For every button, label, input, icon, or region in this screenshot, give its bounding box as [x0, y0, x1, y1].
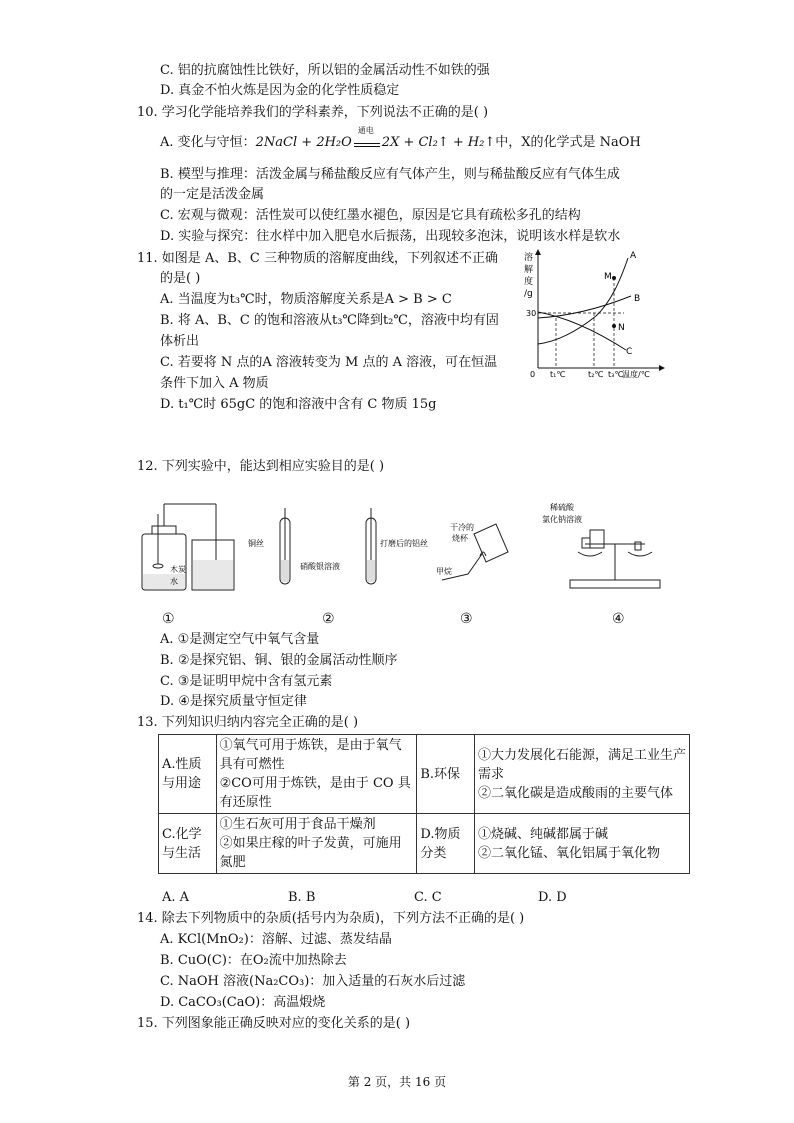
q14-option-a: A. KCl(MnO₂)：溶解、过滤、蒸发结晶 [160, 932, 392, 947]
table-cell-d-item-2: ②二氧化锰、氧化铝属于氧化物 [477, 845, 660, 861]
y-axis-label-1: 溶 [524, 253, 534, 263]
point-n [612, 324, 616, 328]
q10-equation-condition [352, 126, 382, 152]
table-cell-b-item-2: ②二氧化碳是造成酸雨的主要气体 [477, 785, 673, 801]
q10-equation-left: 2NaCl + 2H₂O [255, 135, 352, 150]
q11-option-b-line1: B. 将 A、B、C 的饱和溶液从t₃℃降到t₂℃，溶液中均有固 [160, 313, 499, 328]
label-silver-nitrate: 硝酸银溶液 [300, 562, 340, 571]
q14-option-d: D. CaCO₃(CaO)：高温煅烧 [160, 995, 326, 1010]
q10-condition-text: 通电 [357, 126, 374, 135]
q12-option-b: B. ②是探究铝、铜、银的金属活动性顺序 [160, 653, 398, 668]
label-copper-wire: 铜丝 [248, 539, 264, 548]
q10-option-d: D. 实验与探究：往水样中加入肥皂水后振荡，出现较多泡沫，说明该水样是软水 [160, 229, 621, 244]
q14-option-c: C. NaOH 溶液(Na₂CO₃)：加入适量的石灰水后过滤 [160, 974, 466, 989]
table-cell-a-items [216, 735, 417, 814]
label-dry-beaker-2: 烧杯 [452, 534, 468, 543]
q10-condition-line [354, 143, 380, 144]
label-water: 水 [170, 577, 178, 586]
q12-stem: 12. 下列实验中，能达到相应实验目的是( ) [137, 459, 385, 474]
q9-option-d: D. 真金不怕火炼是因为金的化学性质稳定 [160, 83, 400, 98]
table-cell-b-items [474, 735, 689, 814]
x-axis-label: 温度/℃ [622, 370, 650, 379]
x-tick-t2: t₂℃ [588, 370, 604, 379]
figure-2-metal-activity [280, 508, 376, 584]
q11-option-c-line1: C. 若要将 N 点的A 溶液转变为 M 点的 A 溶液，可在恒温 [160, 355, 498, 370]
table-cell-c-item-1: ①生石灰可用于食品干燥剂 [219, 817, 376, 832]
q11-option-d: D. t₁℃时 65gC 的饱和溶液中含有 C 物质 15g [160, 397, 437, 412]
curve-a [538, 258, 628, 344]
figure-4-balance [570, 530, 660, 588]
q13-option-c: C. C [414, 890, 442, 905]
table-cell-c-item-2: ②如果庄稼的叶子发黄，可施用氮肥 [219, 836, 402, 870]
curve-c-label: C [626, 347, 633, 357]
q11-stem-line2: 的是( ) [160, 271, 201, 286]
table-cell-d-category: D.物质分类 [417, 814, 475, 874]
x-tick-t1: t₁℃ [550, 370, 566, 379]
q14-option-b: B. CuO(C)：在O₂流中加热除去 [160, 953, 347, 968]
fig-number-3: ③ [460, 611, 473, 627]
experiment-figures [130, 494, 670, 598]
label-acid-2: 氯化钠溶液 [542, 515, 582, 524]
table-cell-a-item-1: ①氧气可用于炼铁，是由于氧气具有可燃性 [219, 738, 402, 772]
fig-number-2: ② [322, 611, 335, 627]
label-polished-aluminum: 打磨后的铝丝 [380, 539, 428, 548]
label-methane: 甲烷 [436, 567, 452, 576]
table-cell-d-item-1: ①烧碱、纯碱都属于碱 [477, 826, 608, 842]
q14-stem: 14. 除去下列物质中的杂质(括号内为杂质)，下列方法不正确的是( ) [137, 911, 525, 926]
y-axis-label-3: 度 [524, 277, 534, 287]
table-cell-b-category: B.环保 [417, 735, 475, 814]
q11-stem-line1: 11. 如图是 A、B、C 三种物质的溶解度曲线，下列叙述不正确 [137, 251, 498, 266]
q10-condition-line-2 [354, 146, 380, 147]
curve-b-label: B [634, 294, 641, 304]
point-m-label: M [604, 272, 612, 282]
q9-option-c: C. 铝的抗腐蚀性比铁好，所以铝的金属活动性不如铁的强 [160, 63, 490, 78]
y-axis-label-2: 解 [524, 265, 534, 275]
q10-option-a [160, 126, 641, 152]
label-dry-beaker-1: 干冷的 [450, 523, 474, 532]
q11-option-a: A. 当温度为t₃℃时，物质溶解度关系是A > B > C [160, 292, 452, 307]
table-cell-a-category: A.性质与用途 [159, 735, 217, 814]
q10-stem: 10. 学习化学能培养我们的学科素养，下列说法不正确的是( ) [137, 105, 489, 120]
q12-option-d: D. ④是探究质量守恒定律 [160, 694, 307, 709]
q13-stem: 13. 下列知识归纳内容完全正确的是( ) [137, 715, 359, 730]
knowledge-table [158, 734, 690, 874]
table-row [159, 735, 690, 814]
solubility-curve-diagram [516, 246, 666, 380]
q10-option-b-line1: B. 模型与推理：活泼金属与稀盐酸反应有气体产生，则与稀盐酸反应有气体生成 [160, 167, 620, 182]
curve-a-label: A [630, 251, 637, 261]
curve-c [538, 312, 626, 350]
y-axis-label-4: /g [524, 289, 533, 299]
fig-number-1: ① [162, 611, 175, 627]
x-tick-t3: t₃℃ [608, 370, 624, 379]
q13-option-d: D. D [538, 890, 567, 905]
q10-option-b-line2: 的一定是活泼金属 [160, 187, 265, 202]
table-cell-a-item-2: ②CO可用于炼铁，是由于 CO 具有还原性 [219, 776, 411, 810]
table-cell-c-items [216, 814, 417, 874]
q10-a-prefix: A. 变化与守恒： [160, 135, 256, 150]
origin-label: 0 [530, 370, 536, 379]
point-n-label: N [618, 323, 625, 333]
fig-number-4: ④ [612, 611, 625, 627]
page-footer: 第 2 页，共 16 页 [347, 1075, 447, 1089]
q12-option-a: A. ①是测定空气中氧气含量 [160, 632, 320, 647]
q12-option-c: C. ③是证明甲烷中含有氢元素 [160, 674, 333, 689]
q11-option-b-line2: 体析出 [160, 334, 200, 349]
table-cell-c-category: C.化学与生活 [159, 814, 217, 874]
figure-1-oxygen-test [142, 504, 234, 590]
q13-option-a: A. A [162, 890, 190, 905]
point-m [612, 276, 616, 280]
q11-option-c-line2: 条件下加入 A 物质 [160, 376, 269, 391]
y-tick-30: 30 [526, 309, 537, 318]
q10-equation-right: 2X + Cl₂↑ + H₂↑ [381, 135, 496, 150]
q15-stem: 15. 下列图象能正确反映对应的变化关系的是( ) [137, 1016, 411, 1031]
q10-option-c: C. 宏观与微观：活性炭可以使红墨水褪色，原因是它具有疏松多孔的结构 [160, 208, 581, 223]
q13-option-b: B. B [288, 890, 316, 905]
table-row [159, 814, 690, 874]
table-cell-b-item-1: ①大力发展化石能源，满足工业生产需求 [477, 747, 686, 782]
label-carbon: 木炭 [170, 565, 186, 574]
label-acid-1: 稀硫酸 [550, 503, 574, 512]
q10-a-suffix: 中，X的化学式是 NaOH [495, 135, 641, 150]
table-cell-d-items [474, 814, 689, 874]
